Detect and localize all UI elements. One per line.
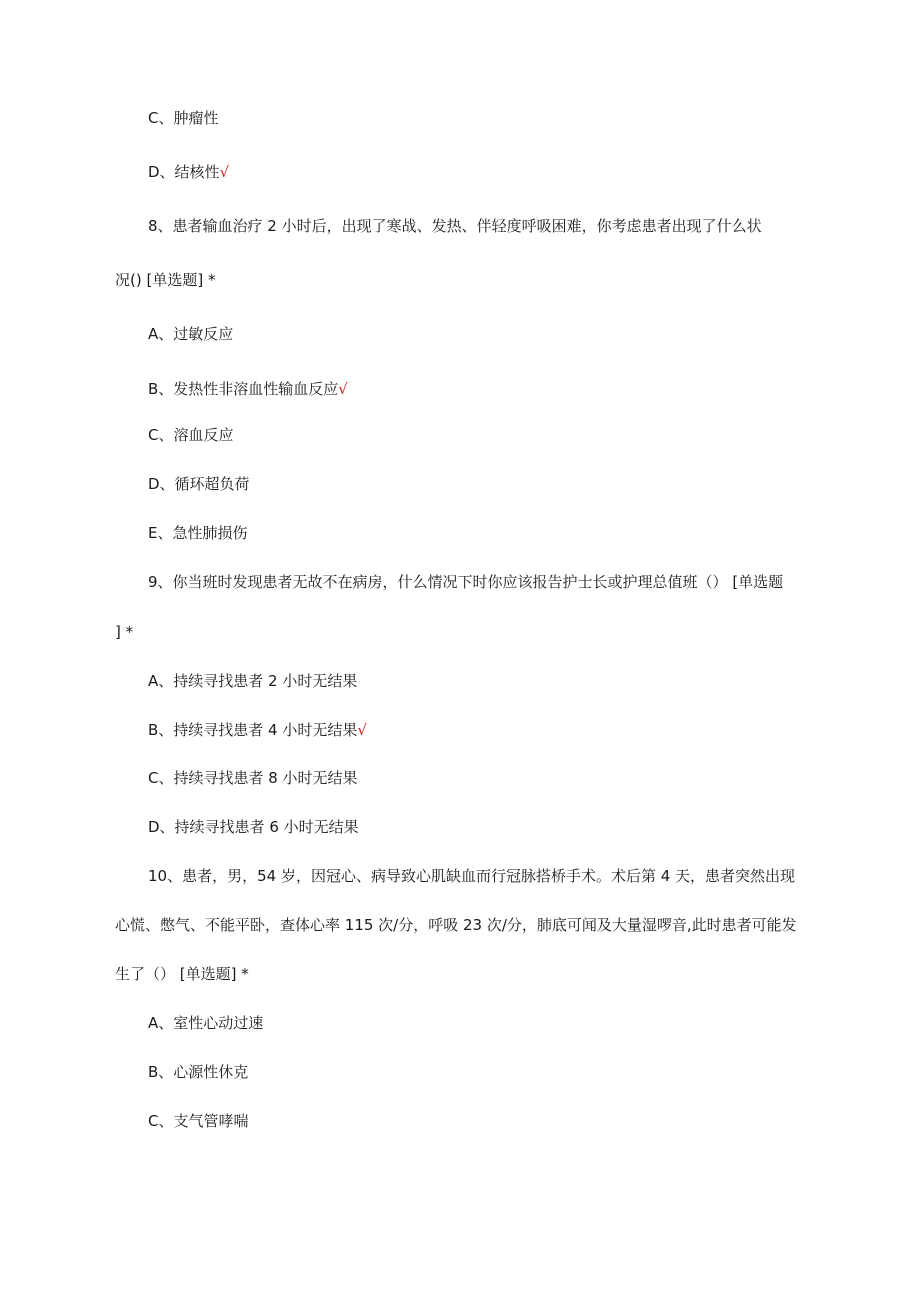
question-8-text-cont: 况() [单选题] * [115,271,216,289]
option-q8-c[interactable] [148,425,233,445]
question-9-text-cont: ] * [115,623,134,641]
option-text: C、肿瘤性 [148,109,219,127]
question-10-text: 10、患者，男，54 岁，因冠心、病导致心肌缺血而行冠脉搭桥手术。术后第 4 天，患者突然出现 [148,867,796,885]
question-10-text-cont-2: 生了（） [单选题] * [115,965,249,983]
question-8-text: 8、患者输血治疗 2 小时后，出现了寒战、发热、伴轻度呼吸困难，你考虑患者出现了什么状 [148,217,762,235]
option-q8-e[interactable] [148,523,247,543]
option-text: B、心源性休克 [148,1063,249,1081]
correct-check-icon: √ [338,380,348,398]
option-q7-c[interactable] [148,108,218,128]
question-10-text-cont: 心慌、憋气、不能平卧，查体心率 115 次/分，呼吸 23 次/分，肺底可闻及大量湿啰音,此时患者可能发 [115,916,797,934]
option-q10-b[interactable] [148,1062,248,1082]
option-q9-c[interactable] [148,768,358,788]
option-text: C、支气管哮喘 [148,1112,249,1130]
option-text: D、持续寻找患者 6 小时无结果 [148,818,359,836]
option-text: B、发热性非溶血性输血反应 [148,380,339,398]
option-q9-a[interactable] [148,671,357,691]
option-q8-d[interactable] [148,474,250,494]
option-text: C、持续寻找患者 8 小时无结果 [148,769,358,787]
option-q10-c[interactable] [148,1111,248,1131]
option-text: B、持续寻找患者 4 小时无结果 [148,721,358,739]
option-q9-b[interactable] [148,720,367,740]
option-text: A、室性心动过速 [148,1014,264,1032]
option-text: A、持续寻找患者 2 小时无结果 [148,672,358,690]
question-9-text: 9、你当班时发现患者无故不在病房，什么情况下时你应该报告护士长或护理总值班（） [单选题 [148,573,784,591]
correct-check-icon: √ [219,163,230,181]
option-text: E、急性肺损伤 [148,524,248,542]
option-text: D、结核性 [148,163,220,181]
option-text: A、过敏反应 [148,325,234,343]
option-q9-d[interactable] [148,817,359,837]
option-q8-a[interactable] [148,324,233,344]
option-text: C、溶血反应 [148,426,234,444]
option-q10-a[interactable] [148,1013,263,1033]
option-text: D、循环超负荷 [148,475,250,493]
correct-check-icon: √ [357,721,367,739]
option-q8-b[interactable] [148,379,348,399]
option-q7-d[interactable] [148,162,229,182]
